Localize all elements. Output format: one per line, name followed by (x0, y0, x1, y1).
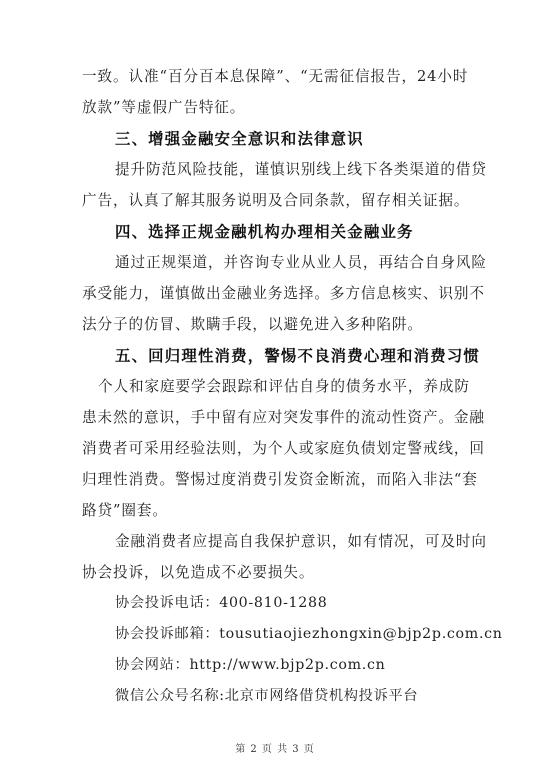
paragraph-line: 协会投诉，以免造成不必要损失。 (82, 564, 315, 581)
paragraph-line: 放款”等虚假广告特征。 (82, 99, 246, 116)
section-heading-5: 五、回归理性消费，警惕不良消费心理和消费习惯 (115, 347, 480, 365)
contact-wechat: 微信公众号名称:北京市网络借贷机构投诉平台 (115, 688, 419, 704)
section-heading-4: 四、选择正规金融机构办理相关金融业务 (115, 223, 414, 241)
section-heading-3: 三、增强金融安全意识和法律意识 (115, 130, 364, 148)
paragraph-line: 个人和家庭要学会跟踪和评估自身的债务水平，养成防 (98, 378, 470, 395)
contact-website: 协会网站：http://www.bjp2p.com.cn (115, 657, 386, 673)
paragraph-line: 通过正规渠道，并咨询专业从业人员，再结合自身风险 (115, 254, 487, 271)
paragraph-line: 消费者可采用经验法则，为个人或家庭负债划定警戒线，回 (82, 440, 485, 457)
contact-phone: 协会投诉电话：400-810-1288 (115, 595, 328, 611)
paragraph-line: 承受能力，谨慎做出金融业务选择。多方信息核实、识别不 (82, 285, 485, 302)
paragraph-line: 金融消费者应提高自我保护意识，如有情况，可及时向 (115, 533, 487, 550)
contact-email: 协会投诉邮箱：tousutiaojiezhongxin@bjp2p.com.cn (115, 626, 503, 642)
page-number: 第 2 页 共 3 页 (235, 744, 315, 755)
paragraph-line: 提升防范风险技能，谨慎识别线上线下各类渠道的借贷 (115, 161, 487, 178)
paragraph-line: 归理性消费。警惕过度消费引发资金断流，而陷入非法“套 (82, 471, 478, 488)
paragraph-line: 一致。认准“百分百本息保障”、“无需征信报告，24小时 (82, 68, 469, 85)
paragraph-line: 广告，认真了解其服务说明及合同条款，留存相关证据。 (82, 192, 470, 209)
paragraph-line: 法分子的仿冒、欺瞒手段，以避免进入多种陷阱。 (82, 316, 423, 333)
paragraph-line: 患未然的意识，手中留有应对突发事件的流动性资产。金融 (82, 409, 485, 426)
paragraph-line: 路贷”圈套。 (82, 502, 168, 519)
